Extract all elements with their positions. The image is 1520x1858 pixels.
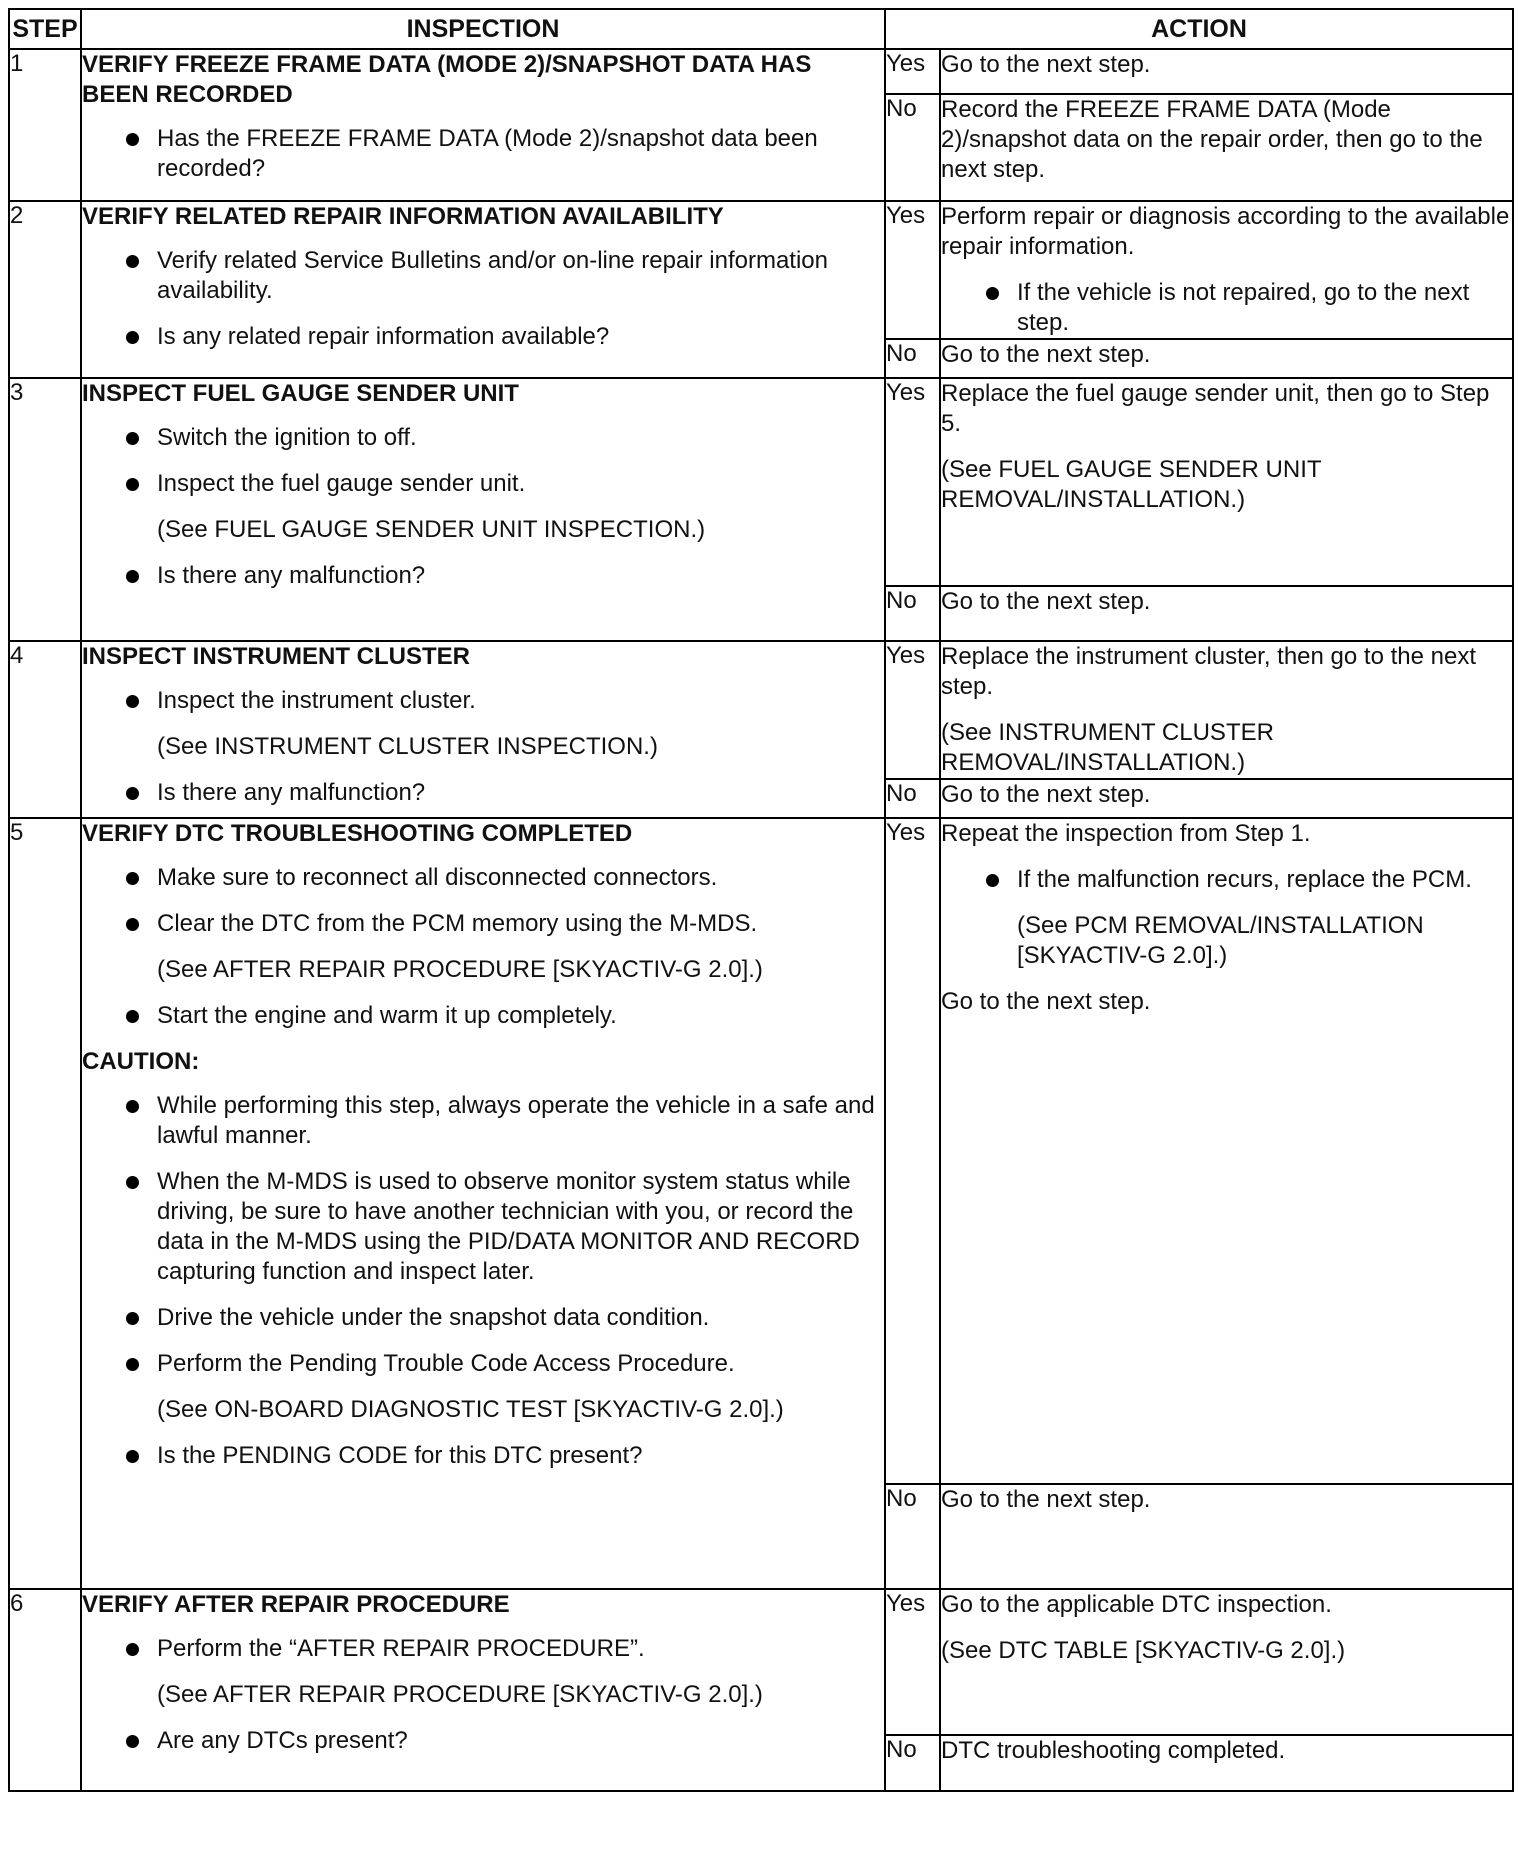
bullet-item: Verify related Service Bulletins and/or on-line repair information availability. bbox=[82, 246, 884, 306]
header-inspection: INSPECTION bbox=[81, 9, 885, 49]
bullet-dot-icon bbox=[126, 331, 139, 344]
yes-action: Replace the fuel gauge sender unit, then go to Step 5. (See FUEL GAUGE SENDER UNIT REMOVAL/INSTALLATION.) bbox=[940, 378, 1513, 586]
action-text: Go to the next step. bbox=[941, 988, 1151, 1015]
step-title: VERIFY AFTER REPAIR PROCEDURE bbox=[82, 1591, 510, 1618]
step-1-yes-row bbox=[9, 49, 1513, 94]
action-bullet: If the malfunction recurs, replace the PCM. bbox=[941, 865, 1512, 895]
step-number: 2 bbox=[9, 201, 81, 378]
step-title: VERIFY RELATED REPAIR INFORMATION AVAILABILITY bbox=[82, 203, 724, 230]
yes-action: Go to the next step. bbox=[940, 49, 1513, 94]
bullet-item: Inspect the fuel gauge sender unit. bbox=[82, 469, 884, 499]
yes-action: Repeat the inspection from Step 1. If the malfunction recurs, replace the PCM. (See PCM REMOVAL/INSTALLATION [SKYACTIV-G 2.0].) Go to the next step. bbox=[940, 818, 1513, 1484]
step-2-yes-row bbox=[9, 201, 1513, 339]
inspection-cell bbox=[81, 49, 885, 201]
action-note: (See INSTRUMENT CLUSTER REMOVAL/INSTALLATION.) bbox=[941, 719, 1274, 776]
bullet-dot-icon bbox=[986, 874, 999, 887]
yes-label: Yes bbox=[885, 49, 940, 94]
bullet-dot-icon bbox=[126, 570, 139, 583]
step-3-yes-row bbox=[9, 378, 1513, 586]
step-number: 3 bbox=[9, 378, 81, 641]
no-action: DTC troubleshooting completed. bbox=[940, 1735, 1513, 1791]
caution-heading: CAUTION: bbox=[82, 1048, 200, 1075]
bullet-item: Start the engine and warm it up completely. bbox=[82, 1001, 884, 1031]
reference-note: (See ON-BOARD DIAGNOSTIC TEST [SKYACTIV-G 2.0].) bbox=[157, 1396, 784, 1423]
reference-note: (See INSTRUMENT CLUSTER INSPECTION.) bbox=[157, 733, 658, 760]
no-label: No bbox=[885, 94, 940, 201]
step-4-yes-row bbox=[9, 641, 1513, 779]
step-number: 5 bbox=[9, 818, 81, 1589]
caution-item: When the M-MDS is used to observe monitor system status while driving, be sure to have another technician with you, or record the data in the M-MDS using the PID/DATA MONITOR AND RECORD capturing function and inspect later. bbox=[82, 1167, 884, 1287]
reference-note: (See AFTER REPAIR PROCEDURE [SKYACTIV-G 2.0].) bbox=[157, 956, 763, 983]
yes-label: Yes bbox=[885, 201, 940, 339]
bullet-dot-icon bbox=[126, 1312, 139, 1325]
bullet-dot-icon bbox=[126, 787, 139, 800]
inspection-cell bbox=[81, 378, 885, 641]
action-bullet: If the vehicle is not repaired, go to the next step. bbox=[941, 278, 1512, 338]
bullet-dot-icon bbox=[126, 1735, 139, 1748]
header-step: STEP bbox=[9, 9, 81, 49]
yes-label: Yes bbox=[885, 378, 940, 586]
no-action: Go to the next step. bbox=[940, 586, 1513, 641]
bullet-item: Perform the Pending Trouble Code Access Procedure. bbox=[82, 1349, 884, 1379]
bullet-item: Make sure to reconnect all disconnected connectors. bbox=[82, 863, 884, 893]
bullet-dot-icon bbox=[126, 1100, 139, 1113]
no-label: No bbox=[885, 1735, 940, 1791]
no-action: Go to the next step. bbox=[940, 339, 1513, 378]
step-6-yes-row bbox=[9, 1589, 1513, 1735]
step-number: 6 bbox=[9, 1589, 81, 1791]
step-5-yes-row bbox=[9, 818, 1513, 1484]
yes-label: Yes bbox=[885, 641, 940, 779]
inspection-cell bbox=[81, 818, 885, 1589]
no-action: Record the FREEZE FRAME DATA (Mode 2)/snapshot data on the repair order, then go to the next step. bbox=[940, 94, 1513, 201]
yes-label: Yes bbox=[885, 1589, 940, 1735]
bullet-item: Has the FREEZE FRAME DATA (Mode 2)/snapshot data been recorded? bbox=[82, 124, 884, 184]
bullet-dot-icon bbox=[126, 1643, 139, 1656]
action-note: (See FUEL GAUGE SENDER UNIT REMOVAL/INSTALLATION.) bbox=[941, 456, 1322, 513]
step-title: INSPECT FUEL GAUGE SENDER UNIT bbox=[82, 380, 519, 407]
bullet-dot-icon bbox=[126, 918, 139, 931]
step-title: INSPECT INSTRUMENT CLUSTER bbox=[82, 643, 471, 670]
header-row bbox=[9, 9, 1513, 49]
bullet-dot-icon bbox=[126, 1176, 139, 1189]
no-label: No bbox=[885, 779, 940, 818]
bullet-dot-icon bbox=[126, 872, 139, 885]
bullet-item: Perform the “AFTER REPAIR PROCEDURE”. bbox=[82, 1634, 884, 1664]
bullet-item: Are any DTCs present? bbox=[82, 1726, 884, 1756]
step-title: VERIFY DTC TROUBLESHOOTING COMPLETED bbox=[82, 820, 633, 847]
no-action: Go to the next step. bbox=[940, 1484, 1513, 1589]
bullet-dot-icon bbox=[126, 133, 139, 146]
inspection-cell bbox=[81, 641, 885, 818]
bullet-item: Drive the vehicle under the snapshot data condition. bbox=[82, 1303, 884, 1333]
bullet-item: Is there any malfunction? bbox=[82, 561, 884, 591]
header-action: ACTION bbox=[885, 9, 1513, 49]
inspection-cell bbox=[81, 201, 885, 378]
bullet-item: Clear the DTC from the PCM memory using the M-MDS. bbox=[82, 909, 884, 939]
yes-action: Perform repair or diagnosis according to the available repair information. If the vehicle is not repaired, go to the next step. bbox=[940, 201, 1513, 339]
bullet-item: Inspect the instrument cluster. bbox=[82, 686, 884, 716]
bullet-dot-icon bbox=[126, 478, 139, 491]
no-label: No bbox=[885, 1484, 940, 1589]
bullet-item: Is any related repair information available? bbox=[82, 322, 884, 352]
reference-note: (See FUEL GAUGE SENDER UNIT INSPECTION.) bbox=[157, 516, 706, 543]
yes-action: Replace the instrument cluster, then go to the next step. (See INSTRUMENT CLUSTER REMOVAL/INSTALLATION.) bbox=[940, 641, 1513, 779]
bullet-dot-icon bbox=[126, 432, 139, 445]
bullet-dot-icon bbox=[126, 1450, 139, 1463]
action-note: (See DTC TABLE [SKYACTIV-G 2.0].) bbox=[941, 1637, 1346, 1664]
inspection-cell bbox=[81, 1589, 885, 1791]
action-note: (See PCM REMOVAL/INSTALLATION [SKYACTIV-G 2.0].) bbox=[1017, 912, 1424, 969]
bullet-dot-icon bbox=[126, 1358, 139, 1371]
yes-label: Yes bbox=[885, 818, 940, 1484]
step-number: 1 bbox=[9, 49, 81, 201]
yes-action: Go to the applicable DTC inspection. (See DTC TABLE [SKYACTIV-G 2.0].) bbox=[940, 1589, 1513, 1735]
no-action: Go to the next step. bbox=[940, 779, 1513, 818]
step-number: 4 bbox=[9, 641, 81, 818]
bullet-dot-icon bbox=[126, 1010, 139, 1023]
bullet-item: Is the PENDING CODE for this DTC present? bbox=[82, 1441, 884, 1471]
caution-item: While performing this step, always operate the vehicle in a safe and lawful manner. bbox=[82, 1091, 884, 1151]
no-label: No bbox=[885, 339, 940, 378]
troubleshooting-table bbox=[8, 8, 1514, 1792]
bullet-dot-icon bbox=[126, 255, 139, 268]
bullet-dot-icon bbox=[126, 695, 139, 708]
bullet-dot-icon bbox=[986, 287, 999, 300]
step-title: VERIFY FREEZE FRAME DATA (MODE 2)/SNAPSHOT DATA HAS BEEN RECORDED bbox=[82, 51, 812, 108]
no-label: No bbox=[885, 586, 940, 641]
bullet-item: Switch the ignition to off. bbox=[82, 423, 884, 453]
reference-note: (See AFTER REPAIR PROCEDURE [SKYACTIV-G 2.0].) bbox=[157, 1681, 763, 1708]
bullet-item: Is there any malfunction? bbox=[82, 778, 884, 808]
